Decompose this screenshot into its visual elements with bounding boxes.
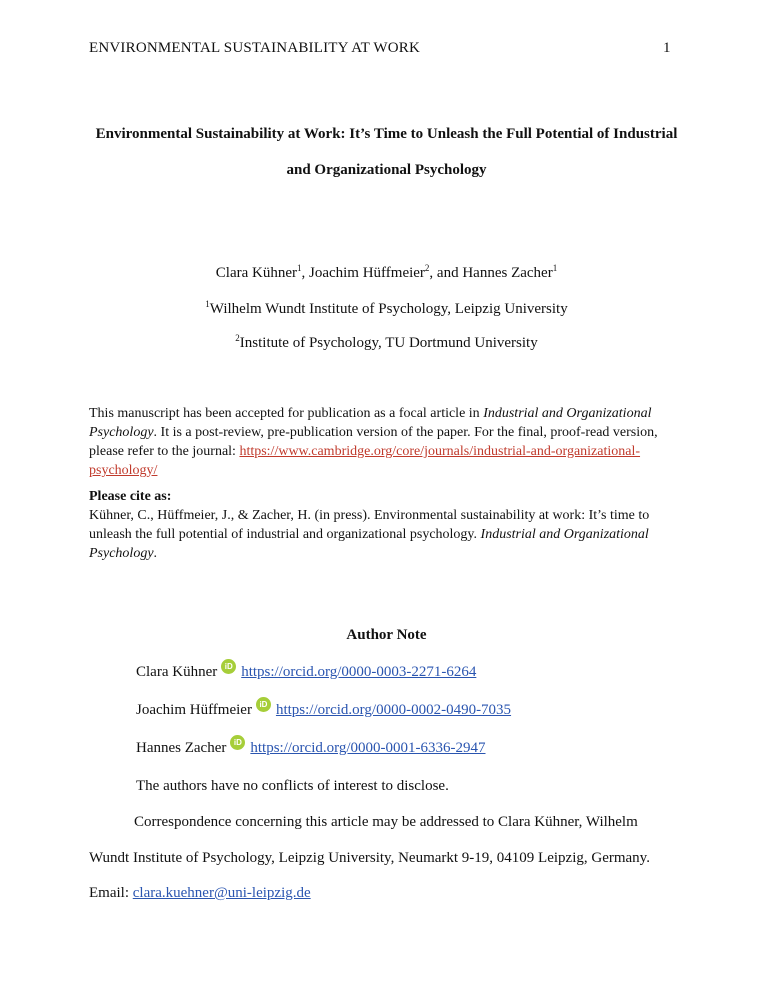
journal-name: Industrial and Organizational Psychology [89,527,649,561]
notice-text: This manuscript has been accepted for publication as a focal article in [89,406,484,421]
author-name: Hannes Zacher [136,740,227,756]
page-number: 1 [663,40,671,56]
email-line [89,885,311,902]
affiliation-text: Institute of Psychology, TU Dortmund University [239,335,538,351]
conflict-statement: The authors have no conflicts of interest to disclose. [136,778,449,794]
author-name: Joachim Hüffmeier [136,702,252,718]
journal-name: Industrial and Organizational Psychology [89,406,652,440]
author-note-heading: Author Note [346,627,427,643]
orcid-entry [136,664,476,681]
orcid-icon: iD [230,735,245,750]
orcid-entry [136,702,511,719]
author-superscript: 2 [424,263,430,273]
journal-link[interactable]: https://www.cambridge.org/core/journals/industrial-and-organizational-psychology/ [89,444,641,478]
title-line-2: and Organizational Psychology [286,162,487,178]
running-head: ENVIRONMENTAL SUSTAINABILITY AT WORK [89,40,421,56]
author-name: Joachim Hüffmeier [308,265,425,281]
affiliation-superscript: 2 [235,333,240,343]
manuscript-notice [89,404,689,480]
orcid-link[interactable]: https://orcid.org/0000-0003-2271-6264 [241,664,477,680]
separator: , [301,265,309,281]
citation-heading: Please cite as: [89,489,172,504]
author-name: Hannes Zacher [462,265,553,281]
author-superscript: 1 [296,263,302,273]
orcid-link[interactable]: https://orcid.org/0000-0001-6336-2947 [250,740,486,756]
correspondence-line-2: Wundt Institute of Psychology, Leipzig University, Neumarkt 9-19, 04109 Leipzig, Germany. [89,850,650,866]
correspondence-line-1: Correspondence concerning this article may be addressed to Clara Kühner, Wilhelm [134,814,638,830]
notice-text: . It is a post-review, pre-publication version of the paper. For the final, proof-read version, please refer to the journal: [89,425,658,459]
author-name: Clara Kühner [136,664,218,680]
affiliation-2 [60,335,713,352]
author-line [60,265,713,282]
author-superscript: 1 [552,263,558,273]
title-line-1: Environmental Sustainability at Work: It’s Time to Unleash the Full Potential of Industrial [95,126,678,142]
orcid-link[interactable]: https://orcid.org/0000-0002-0490-7035 [275,702,512,718]
author-name: Clara Kühner [215,265,297,281]
email-label: Email: [89,885,133,901]
email-link[interactable]: clara.kuehner@uni-leipzig.de [132,885,311,901]
separator: , and [429,265,463,281]
citation-text: Kühner, C., Hüffmeier, J., & Zacher, H. (in press). Environmental sustainability at work: It’s time to unleash the full potential of industrial and organizational psychology. Industrial and Organizational Psychology. [89,508,650,561]
orcid-icon: iD [256,697,271,712]
orcid-icon: iD [221,659,236,674]
affiliation-1 [60,301,713,318]
affiliation-superscript: 1 [205,299,210,309]
affiliation-text: Wilhelm Wundt Institute of Psychology, Leipzig University [209,301,568,317]
orcid-entry [136,740,486,757]
citation-block [89,487,689,563]
